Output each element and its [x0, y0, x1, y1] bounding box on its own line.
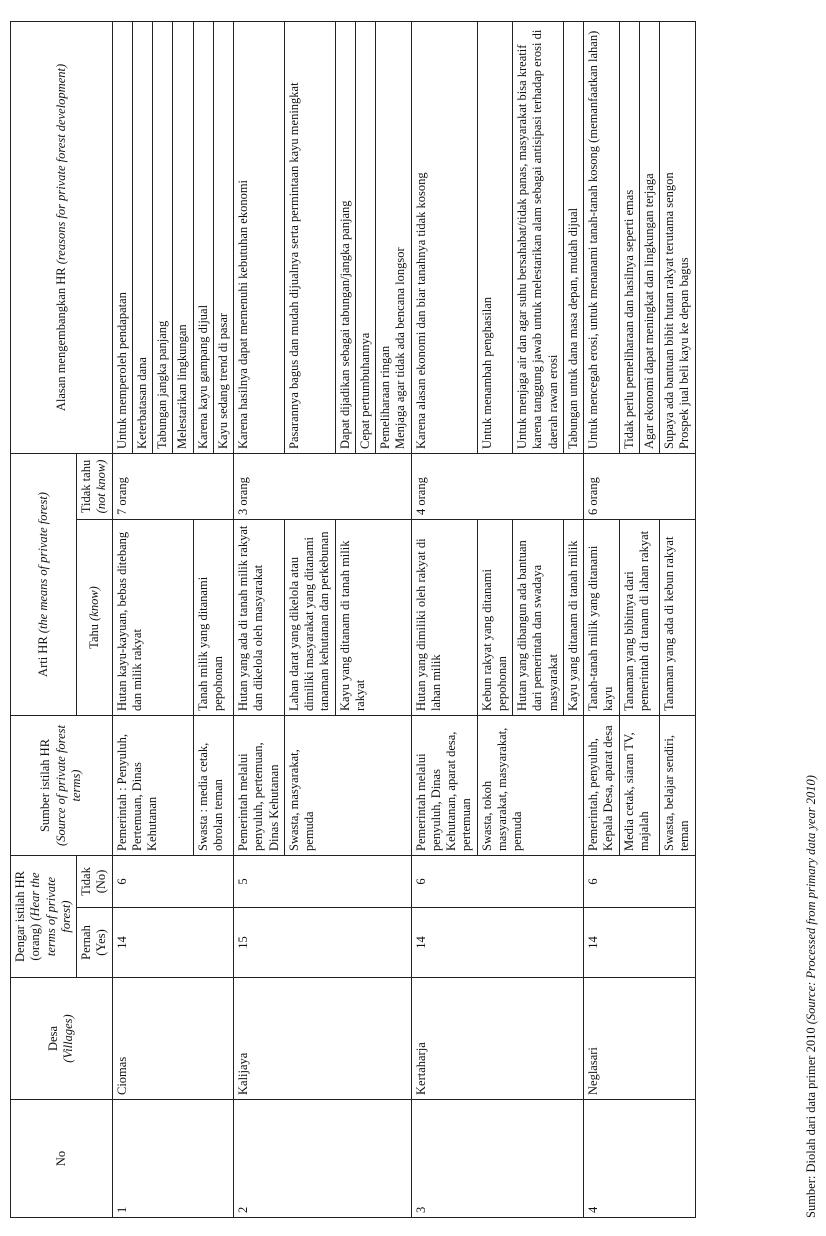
know-cell: Tanaman yang ada di kebun rakyat	[660, 519, 696, 715]
reason-cell: Karena hasilnya dapat memenuhi kebutuhan ekonomi	[234, 21, 285, 453]
reason-cell: Untuk mencegah erosi, untuk menanami tanah-tanah kosong (memanfaatkan lahan)	[584, 21, 620, 453]
source-cell: Media cetak, siaran TV, majalah	[619, 715, 660, 855]
no-count: 6	[584, 855, 696, 907]
header-pernah: Pernah (Yes)	[77, 908, 113, 978]
header-sumber: Sumber istilah HR (Source of private forest terms)	[11, 715, 113, 855]
yes-count: 15	[234, 908, 412, 978]
row-no: 2	[234, 1100, 412, 1218]
no-count: 5	[234, 855, 412, 907]
no-count: 6	[411, 855, 584, 907]
reason-cell: Karena alasan ekonomi dan biar tanahnya tidak kosong	[411, 21, 477, 453]
not-know-count: 6 orang	[584, 453, 696, 519]
yes-count: 14	[112, 908, 234, 978]
yes-count: 14	[584, 908, 696, 978]
table-row	[584, 21, 620, 1217]
reason-cell: Supaya ada bantuan bibit hutan rakyat terutama sengon Prospek jual beli kayu ke depan bagus	[660, 21, 696, 453]
know-cell: Hutan yang ada di tanah milik rakyat dan dikelola oleh masyarakat	[234, 519, 285, 715]
village-name: Kertaharja	[411, 978, 584, 1100]
header-alasan: Alasan mengembangkan HR (reasons for private forest development)	[11, 21, 113, 453]
not-know-count: 4 orang	[411, 453, 584, 519]
know-cell: Lahan darat yang dikelola atau dimiliki masyarakat yang ditanami tanaman kehutanan dan perkebunan	[284, 519, 335, 715]
header-arti: Arti HR (the means of private forest)	[11, 453, 77, 715]
reason-cell: Untuk memperoleh pendapatan	[112, 21, 132, 453]
reason-cell: Dapat dijadikan sebagai tabungan/jangka panjang	[335, 21, 355, 453]
reason-cell: Tabungan jangka panjang	[153, 21, 173, 453]
reason-cell: Cepat pertumbuhannya	[355, 21, 375, 453]
table-row	[234, 21, 285, 1217]
header-no: No	[11, 1100, 113, 1218]
yes-count: 14	[411, 908, 584, 978]
reason-cell: Pemeliharaan ringan Menjaga agar tidak ada bencana longsor	[376, 21, 412, 453]
reason-cell: Melestarikan lingkungan	[173, 21, 193, 453]
header-tidak: Tidak (No)	[77, 855, 113, 907]
row-no: 1	[112, 1100, 234, 1218]
source-cell: Swasta : media cetak, obrolan teman	[193, 715, 234, 855]
know-cell: Hutan kayu-kayuan, bebas ditebang dan milik rakyat	[112, 519, 193, 715]
source-cell: Swasta, tokoh masyarakat, masyarakat, pemuda	[477, 715, 584, 855]
know-cell: Kayu yang ditanam di tanah milik rakyat	[335, 519, 411, 715]
source-cell: Pemerintah melalui penyuluh, pertemuan, Dinas Kehutanan	[234, 715, 285, 855]
know-cell: Tanaman yang bibitnya dari pemerintah di tanam di lahan rakyat	[619, 519, 660, 715]
not-know-count: 7 orang	[112, 453, 234, 519]
header-row-1	[11, 21, 77, 1217]
row-no: 4	[584, 1100, 696, 1218]
village-name: Neglasari	[584, 978, 696, 1100]
reason-cell: Kayu sedang trend di pasar	[213, 21, 233, 453]
table-source-note: Sumber: Diolah dari data primer 2010 (Source: Processed from primary data year 2010)	[804, 775, 818, 1218]
know-cell: Hutan yang dimiliki oleh rakyat di lahan milik	[411, 519, 477, 715]
header-desa: Desa (Villages)	[11, 978, 113, 1100]
know-cell: Hutan yang dibangun ada bantuan dari pemerintah dan swadaya masyarakat	[513, 519, 564, 715]
reason-cell: Pasarannya bagus dan mudah dijualnya serta permintaan kayu meningkat	[284, 21, 335, 453]
reason-cell: Tabungan untuk dana masa depan, mudah dijual	[563, 21, 583, 453]
private-forest-table	[10, 21, 696, 1218]
know-cell: Tanah-tanah milik yang ditanami kayu	[584, 519, 620, 715]
reason-cell: Untuk menjaga air dan agar suhu bersahabat/tidak panas, masyarakat bisa kreatif karena tanggung jawab untuk melestarikan alam sebagai antisipasi terhadap erosi di daerah rawan erosi	[513, 21, 564, 453]
source-cell: Swasta, masyarakat, pemuda	[284, 715, 411, 855]
reason-cell: Keterbatasan dana	[132, 21, 152, 453]
header-dengar: Dengar istilah HR (orang) (Hear the terms of private forest)	[11, 855, 77, 977]
header-tahu: Tahu (know)	[77, 519, 113, 715]
not-know-count: 3 orang	[234, 453, 412, 519]
village-name: Kalijaya	[234, 978, 412, 1100]
header-tidak-tahu: Tidak tahu (not know)	[77, 453, 113, 519]
table-row	[112, 21, 132, 1217]
source-cell: Pemerintah : Penyuluh, Pertemuan, Dinas Kehutanan	[112, 715, 193, 855]
know-cell: Tanah milik yang ditanami pepohonan	[193, 519, 234, 715]
source-cell: Pemerintah, penyuluh, Kepala Desa, aparat desa	[584, 715, 620, 855]
reason-cell: Untuk menambah penghasilan	[477, 21, 513, 453]
row-no: 3	[411, 1100, 584, 1218]
source-cell: Pemerintah melalui penyuluh, Dinas Kehutanan, aparat desa, pertemuan	[411, 715, 477, 855]
reason-cell: Tidak perlu pemeliharaan dan hasilnya seperti emas	[619, 21, 639, 453]
source-cell: Swasta, belajar sendiri, teman	[660, 715, 696, 855]
reason-cell: Agar ekonomi dapat meningkat dan lingkungan terjaga	[639, 21, 659, 453]
table-row	[411, 21, 477, 1217]
know-cell: Kebun rakyat yang ditanami pepohonan	[477, 519, 513, 715]
no-count: 6	[112, 855, 234, 907]
know-cell: Kayu yang ditanam di tanah milik	[563, 519, 583, 715]
village-name: Ciomas	[112, 978, 234, 1100]
reason-cell: Karena kayu gampang dijual	[193, 21, 213, 453]
